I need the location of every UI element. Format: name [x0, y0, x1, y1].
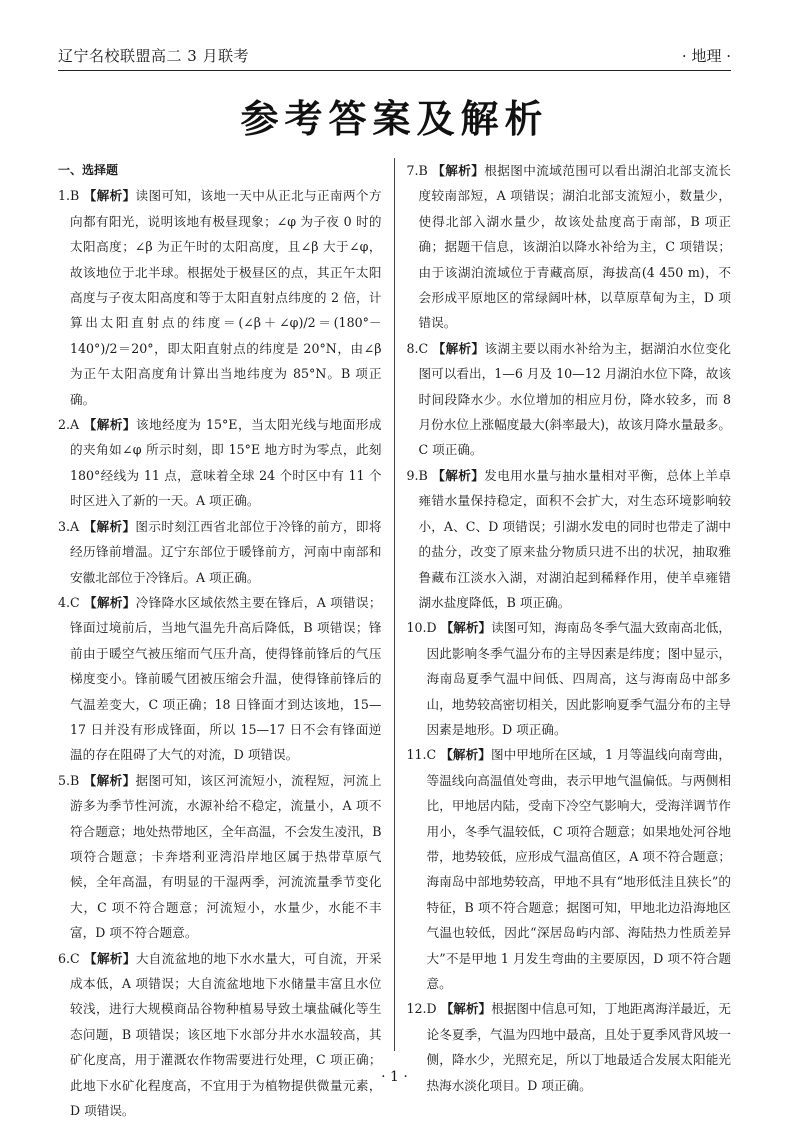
- answer-item: 2.A 【解析】该地经度为 15°E，当太阳光线与地面形成的夹角如∠φ 所示时刻，即 15°E 地方时为零点，此刻 180°经线为 11 点，意味着全球 24 个时区中有 11 个时区进入了新的一天。A 项正确。: [58, 417, 382, 509]
- answer-item: 7.B 【解析】根据图中流域范围可以看出湖泊北部支流长度较南部短，A 项错误；湖泊北部支流短小，数量少，使得北部入湖水量少，故该处盐度高于南部，B 项正确；据题干信息，该湖泊以降水补给为主，C 项错误；由于该湖泊流域位于青藏高原，海拔高(4 450 m)，不会形成平原地区的常绿阔叶林，以草原草甸为主，D 项错误。: [406, 163, 732, 331]
- left-column: [58, 158, 395, 1119]
- page-header: [58, 40, 731, 71]
- answer-item: 8.C 【解析】该湖主要以雨水补给为主，据湖泊水位变化图可以看出，1—6 月及 10—12 月湖泊水位下降，故该时间段降水少。水位增加的相应月份，降水较多，而 8 月份水位上涨幅度最大(斜率最大)，故该月降水量最多。C 项正确。: [406, 340, 731, 458]
- answer-item: 11.C 【解析】图中甲地所在区域，1 月等温线向南弯曲，等温线向高温值处弯曲，表示甲地气温偏低。与两侧相比，甲地居内陆，受南下冷空气影响大，受海洋调节作用小，冬季气温较低，C 项符合题意；如果地处河谷地带，地势较低，应形成气温高值区，A 项不符合题意；海南岛中部地势较高，甲地不具有“地形低洼且狭长”的特征，B 项不符合题意；据图可知，甲地北边沿海地区气温也较低，因此“深居岛屿内部、海陆热力性质差异大”不是甲地 1 月发生弯曲的主要原因，D 项不符合题意。: [406, 747, 731, 991]
- answer-item: 5.B 【解析】据图可知，该区河流短小，流程短，河流上游多为季节性河流，水源补给不稳定，流量小，A 项不符合题意；地处热带地区，全年高温，不会发生凌汛，B 项符合题意；卡奔塔利亚湾沿岸地区属于热带草原气候，全年高温，有明显的干湿两季，河流流量季节变化大，C 项不符合题意；河流短小，水量少，水能不丰富，D 项不符合题意。: [58, 772, 382, 941]
- page-number: · 1 ·: [381, 1069, 408, 1085]
- document-title: 参考答案及解析: [240, 97, 549, 141]
- exam-title: 辽宁名校联盟高二 3 月联考: [58, 46, 250, 65]
- section-title: 一、选择题: [58, 163, 119, 177]
- right-column: [395, 158, 732, 1093]
- answer-item: 1.B 【解析】读图可知，该地一天中从正北与正南两个方向都有阳光，说明该地有极昼现象；∠φ 为子夜 0 时的太阳高度；∠β 为正午时的太阳高度，且∠β 大于∠φ，故该地位于北半球。根据处于极昼区的点，其正午太阳高度与子夜太阳高度和等于太阳直射点纬度的 2 倍，计算出太阳直射点的纬度＝(∠β＋∠φ)/2＝(180°－140°)/2＝20°，即太阳直射点的纬度是 20°N，由∠β 为正午太阳高度角计算出当地纬度为 85°N。B 项正确。: [58, 188, 382, 407]
- answer-item: 3.A 【解析】图示时刻江西省北部位于冷锋的前方，即将经历锋前增温。辽宁东部位于暖锋前方，河南中南部和安徽北部位于冷锋后。A 项正确。: [58, 518, 382, 585]
- answer-item: 6.C 【解析】大自流盆地的地下水水量大，可自流，开采成本低，A 项错误；大自流盆地地下水储量丰富且水位较浅，进行大规模商品谷物种植易导致土壤盐碱化等生态问题，B 项错误；该区地下水部分井水水温较高，其矿化度高，用于灌溉农作物需要进行处理，C 项正确；此地下水矿化程度高，不宜用于为植物提供微量元素，D 项错误。: [58, 950, 382, 1119]
- answer-item: 12.D 【解析】根据图中信息可知，丁地距离海洋最近，无论冬夏季，气温为四地中最高，且处于夏季风背风坡一侧，降水少，光照充足，所以丁地最适合发展太阳能光热海水淡化项目。D 项正确。: [406, 1001, 732, 1093]
- answer-columns: [58, 158, 732, 1119]
- answer-item: 9.B 【解析】发电用水量与抽水量相对平衡，总体上羊卓雍错水量保持稳定，面积不会扩大，对生态环境影响较小，A、C、D 项错误；引湖水发电的同时也带走了湖中的盐分，改变了原来盐分物质只进不出的状况，抽取雅鲁藏布江淡水入湖，对湖泊起到稀释作用，使羊卓雍错湖水盐度降低，B 项正确。: [406, 467, 732, 610]
- subject-label: · 地理 ·: [681, 46, 731, 65]
- answer-item: 10.D 【解析】读图可知，海南岛冬季气温大致南高北低，因此影响冬季气温分布的主导因素是纬度；图中显示，海南岛夏季气温中间低、四周高，这与海南岛中部多山，地势较高密切相关，因此影响夏季气温分布的主导因素是地形。D 项正确。: [406, 620, 732, 737]
- answer-item: 4.C 【解析】冷锋降水区域依然主要在锋后，A 项错误；锋面过境前后，当地气温先升高后降低，B 项错误；锋前由于暖空气被压缩而气压升高，使得锋前锋后的气压梯度变小。锋前暖气团被压缩会升温，使得锋前锋后的气温差变大，C 项正确；18 日锋面才到达该地，15—17 日并没有形成锋面，所以 15—17 日不会有锋面逆温的存在阻碍了大气的对流，D 项错误。: [58, 594, 382, 763]
